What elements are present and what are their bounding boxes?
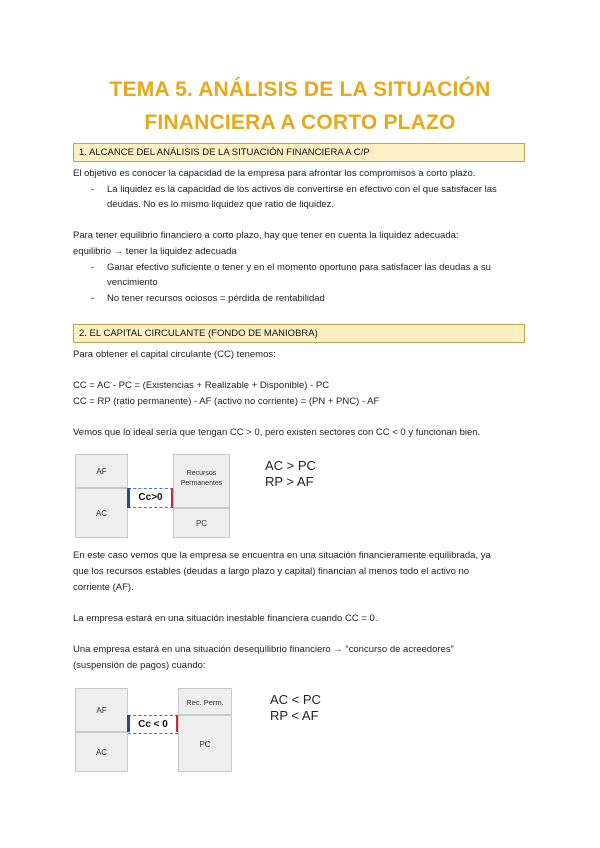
bullet-text-line-2: vencimiento [107, 277, 158, 288]
unstable-statement: La empresa estará en una situación inestable financiera cuando CC = 0. [73, 613, 378, 624]
bullet-dash: - [91, 262, 95, 273]
ac-block: AC [75, 488, 128, 538]
rp-block: Rec. Perm. [178, 688, 232, 715]
explanation-line-3: corriente (AF). [73, 582, 134, 593]
section-1-intro: El objetivo es conocer la capacidad de la empresa para afrontar los compromisos a corto plazo. [73, 168, 476, 179]
bullet-dash: - [91, 184, 95, 195]
rp-label-line-1: Recursos [186, 470, 217, 477]
pc-block: PC [178, 715, 232, 772]
balance-diagram-cc-negative [75, 688, 235, 772]
cc-gap-label: Cc < 0 [128, 715, 178, 734]
ac-block: AC [75, 732, 128, 772]
ideal-note: Vemos que lo ideal sería que tengan CC > 0, pero existen sectores con CC < 0 y funcionan bien. [73, 427, 481, 438]
imbalance-line-2: (suspensión de pagos) cuando: [73, 660, 206, 671]
bullet-text-line-1: La liquidez es la capacidad de los activos de convertirse en efectivo con el que satisfacer las [107, 184, 497, 195]
af-excess-bar [127, 715, 130, 732]
section-2-heading: 2. EL CAPITAL CIRCULANTE (FONDO DE MANIOBRA) [73, 324, 525, 343]
formula-1: CC = AC - PC = (Existencias + Realizable + Disponible) - PC [73, 380, 330, 391]
af-block: AF [75, 688, 128, 732]
bullet-recursos-ociosos [91, 291, 325, 306]
bullet-efectivo [91, 260, 491, 275]
inequality-rp-af: RP > AF [265, 474, 314, 489]
rp-label-line-2: Permanentes [180, 480, 223, 487]
section-2-intro: Para obtener el capital circulante (CC) tenemos: [73, 349, 276, 360]
pc-block: PC [173, 508, 230, 538]
bullet-text-line-2: deudas. No es lo mismo liquidez que ratio de liquidez. [107, 199, 335, 210]
inequality-ac-pc: AC > PC [265, 458, 316, 473]
cc-gap-label: Cc>0 [128, 488, 173, 508]
paragraph-equilibrio-line-2: equilibrio → tener la liquidez adecuada [73, 246, 237, 257]
formula-2: CC = RP (ratio permanente) - AF (activo no corriente) = (PN + PNC) - AF [73, 396, 380, 407]
explanation-line-1: En este caso vemos que la empresa se encuentra en una situación financieramente equilibrada, ya [73, 550, 491, 561]
bullet-text-line-1: Ganar efectivo suficiente o tener y en el momento oportuno para satisfacer las deudas a su [107, 262, 491, 273]
imbalance-line-1: Una empresa estará en una situación desequilibrio financiero → “concurso de acreedores” [73, 644, 454, 655]
section-1-heading: 1. ALCANCE DEL ANÁLISIS DE LA SITUACIÓN FINANCIERA A C/P [73, 143, 525, 162]
explanation-line-2: que los recursos estables (deudas a largo plazo y capital) financian al menos todo el activo no [73, 566, 470, 577]
inequality-rp-af: RP < AF [270, 708, 319, 723]
balance-diagram-cc-positive [75, 454, 235, 538]
page-title-line-1: TEMA 5. ANÁLISIS DE LA SITUACIÓN [109, 78, 491, 101]
paragraph-equilibrio-line-1: Para tener equilibrio financiero a corto plazo, hay que tener en cuenta la liquidez adecuada: [73, 230, 459, 241]
rp-block [173, 454, 230, 508]
page-title-line-2: FINANCIERA A CORTO PLAZO [144, 111, 456, 134]
bullet-text: No tener recursos ociosos = pérdida de rentabilidad [107, 293, 325, 304]
bullet-dash: - [91, 293, 95, 304]
inequality-ac-pc: AC < PC [270, 692, 321, 707]
ac-excess-bar [127, 488, 130, 508]
af-block: AF [75, 454, 128, 488]
bullet-liquidez [91, 182, 497, 197]
